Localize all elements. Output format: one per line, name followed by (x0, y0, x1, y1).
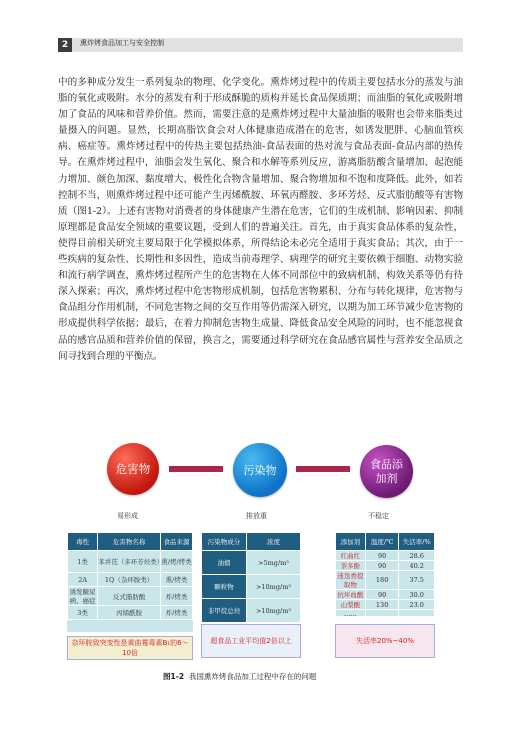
table-cell: >10mg/m³ (246, 575, 300, 599)
table-cell: 130 (365, 600, 399, 610)
connector-bar (169, 466, 223, 472)
table-cell (365, 610, 399, 619)
table-cell: 反式脂肪酸 (98, 587, 161, 606)
additive-table (335, 532, 435, 619)
page-number: 2 (58, 38, 72, 52)
additive-panel (335, 532, 435, 616)
table-cell: 苯并芘（多环芳烃类） (98, 551, 161, 573)
table-cell: >5mg/m³ (246, 551, 300, 575)
table-header: 毒性 (68, 533, 98, 551)
table-cell: 抗坏血酸 (337, 591, 364, 599)
figure-caption-label: 图1-2 (163, 672, 185, 681)
table-cell: 30.0 (399, 590, 435, 600)
table-header: 危害物名称 (98, 533, 161, 551)
pollutant-panel (201, 532, 301, 622)
pollutant-caption: 排放重 (246, 512, 267, 520)
table-header: 失活率/% (399, 533, 435, 551)
hazard-circle: 危害物 (107, 443, 159, 495)
figure-caption (163, 671, 316, 682)
table-row-label: 非甲烷总烃 (202, 599, 247, 623)
running-header (58, 38, 463, 52)
table-cell: 山梨酸 (336, 600, 366, 610)
table-row-label: 颗粒物 (202, 575, 247, 599)
table-header: 污染物成分 (202, 533, 247, 551)
additive-circle-label: 食品添加剂 (370, 457, 403, 485)
hazard-table (67, 532, 193, 620)
additive-circle (360, 445, 413, 498)
table-cell: 1类 (68, 551, 98, 573)
table-cell: 1Q（杂环胺类） (98, 573, 161, 587)
table-cell: 23.0 (399, 600, 435, 610)
figure-1-2 (69, 443, 431, 658)
hazard-caption: 易形成 (117, 512, 138, 520)
table-header: 添加剂 (336, 533, 366, 551)
table-cell: 90 (365, 561, 399, 571)
connector-bar (296, 466, 350, 472)
table-row-label: 油烟 (202, 551, 247, 575)
table-cell: 40.2 (399, 561, 435, 571)
table-cell: 3类 (68, 606, 98, 620)
pollutant-note: 超食品工业平均值2倍以上 (201, 624, 301, 658)
hazard-panel (67, 532, 193, 632)
table-header: 温度/℃ (365, 533, 399, 551)
table-cell: 炸/烤类 (161, 587, 193, 606)
table-cell: 熏/烤类 (161, 573, 193, 587)
additive-note: 失活率20%~40% (335, 624, 435, 658)
table-cell: 熏/烤/烤类 (161, 551, 193, 573)
table-cell: 180 (365, 571, 399, 590)
additive-caption: 不稳定 (368, 512, 389, 520)
body-text (58, 75, 463, 365)
running-title: 熏炸烤食品加工与安全控制 (80, 39, 164, 47)
table-cell: >10mg/m³ (246, 599, 300, 623)
table-cell: 诱发糖尿病、癌症 (68, 587, 98, 606)
table-cell: …… (336, 610, 366, 619)
figure-caption-text: 我国熏炸烤食品加工过程中存在的问题 (188, 672, 317, 681)
table-cell: 红曲红 (336, 551, 366, 561)
table-header: 食品来源 (161, 533, 193, 551)
table-header: 浓度 (246, 533, 300, 551)
table-cell: 90 (365, 551, 399, 561)
table-cell: 炸/烤类 (161, 606, 193, 620)
table-cell (399, 610, 435, 619)
table-cell: 2A (68, 573, 98, 587)
table-cell: 28.6 (399, 551, 435, 561)
table-cell: 90 (365, 590, 399, 600)
body-paragraph: 中的多种成分发生一系列复杂的物理、化学变化。熏炸烤过程中的传质主要包括水分的蒸发与油脂的氧化或吸附。水分的蒸发有利于形成酥脆的质构并延长食品保质期；而油脂的氧化或吸附增加了食品的风味和营养价值。然而，需要注意的是熏炸烤过程中大量油脂的吸附也会带来脂类过量摄入的问题。显然，长期高脂饮食会对人体健康造成潜在的危害，如诱发肥胖、心脑血管疾病、癌症等。熏炸烤过程中的传热主要包括热油-食品表面的热对流与食品表面-食品内部的热传导。在熏炸烤过程中，油脂会发生氧化、聚合和水解等系列反应，游离脂肪酸含量增加、起泡能力增加、颜色加深、黏度增大、极性化合物含量增加、聚合物增加和不饱和度降低。此外，如若控制不当，则熏炸烤过程中还可能产生丙烯酰胺、环氧丙醛胺、多环芳烃、反式脂肪酸等有害物质（图1-2）。上述有害物对消费者的身体健康产生潜在危害，它们的生成机制、影响因素、抑制原理都是食品安全领域的重要议题，受到人们的普遍关注。首先，由于真实食品体系的复杂性，使得目前相关研究主要局限于化学模拟体系，所得结论未必完全适用于真实食品；其次，由于一些疾病的复杂性、长期性和多因性，造成当前毒理学、病理学的研究主要依赖于细胞、动物实验和流行病学调查，熏炸烤过程所产生的危害物在人体不同部位中的致病机制、构效关系等仍有待深入探索；再次，熏炸烤过程中危害物形成机制，包括危害物累积、分布与转化规律，危害物与食品组分作用机制，不同危害物之间的交互作用等仍需深入研究，以期为加工环节减少危害物的形成提供科学依据；最后，在着力抑制危害物生成量、降低食品安全风险的同时，也不能忽视食品的感官品质和营养价值的保留，换言之，需要通过科学研究在食品感官属性与营养安全品质之间寻找到合理的平衡点。 (58, 77, 463, 362)
table-cell: 37.5 (399, 571, 435, 590)
pollutant-circle: 污染物 (233, 443, 287, 497)
table-cell: 迷迭香提取物 (337, 572, 364, 589)
hazard-note: 杂环胺致突变性是黄曲霉毒素B₁的6～10倍 (67, 636, 193, 660)
pollutant-table (201, 532, 301, 623)
table-cell: 茶多酚 (336, 561, 366, 571)
table-cell: 丙烯酰胺 (98, 606, 161, 620)
